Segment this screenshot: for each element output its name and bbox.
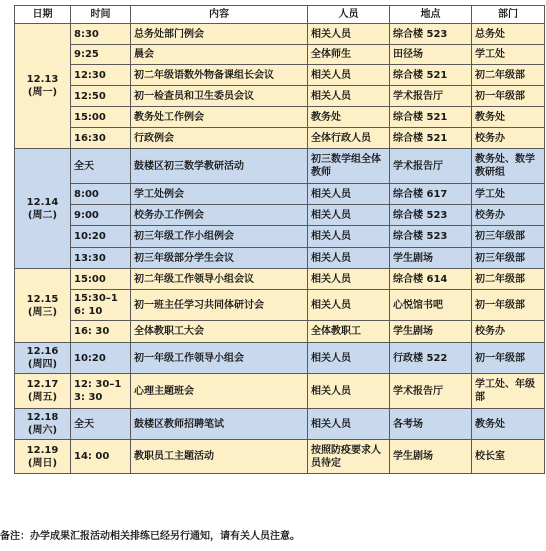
cell-dept: 校务办	[472, 205, 545, 226]
cell-time: 10:20	[71, 226, 131, 248]
cell-time: 9:25	[71, 45, 131, 65]
cell-content: 全体教职工大会	[131, 321, 308, 343]
cell-people: 相关人员	[308, 343, 390, 374]
cell-dept: 学工处、年级部	[472, 374, 545, 409]
date-text: 12.13	[26, 74, 59, 85]
cell-place: 综合楼 521	[390, 107, 472, 128]
table-row	[15, 321, 545, 343]
table-row	[15, 374, 545, 409]
weekday-text: (周一)	[27, 87, 58, 98]
cell-time: 16: 30	[71, 321, 131, 343]
cell-time: 全天	[71, 149, 131, 184]
cell-time: 12: 30–13: 30	[71, 374, 131, 409]
cell-content: 初三年级部分学生会议	[131, 248, 308, 269]
cell-date	[15, 409, 71, 440]
cell-people: 相关人员	[308, 226, 390, 248]
cell-time: 14: 00	[71, 440, 131, 474]
date-text: 12.17	[26, 379, 59, 390]
cell-date	[15, 269, 71, 343]
cell-content: 教职员工主题活动	[131, 440, 308, 474]
table-row	[15, 269, 545, 290]
cell-dept: 学工处	[472, 184, 545, 205]
table-row	[15, 226, 545, 248]
weekday-text: (周五)	[27, 392, 58, 403]
cell-place: 综合楼 523	[390, 24, 472, 45]
cell-people: 相关人员	[308, 248, 390, 269]
cell-people: 全体教职工	[308, 321, 390, 343]
cell-dept: 初三年级部	[472, 248, 545, 269]
cell-time: 12:50	[71, 86, 131, 107]
header-row	[15, 6, 545, 24]
cell-content: 初三年级工作小组例会	[131, 226, 308, 248]
cell-people: 教务处	[308, 107, 390, 128]
cell-place: 学术报告厅	[390, 86, 472, 107]
cell-dept: 初三年级部	[472, 226, 545, 248]
cell-dept: 教务处、数学教研组	[472, 149, 545, 184]
schedule-table	[14, 5, 545, 474]
cell-place: 学生剧场	[390, 440, 472, 474]
date-text: 12.16	[26, 346, 59, 357]
cell-time: 16:30	[71, 128, 131, 149]
header-dept: 部门	[472, 6, 545, 24]
table-row	[15, 128, 545, 149]
cell-place: 学术报告厅	[390, 374, 472, 409]
table-row	[15, 248, 545, 269]
weekday-text: (周三)	[27, 306, 58, 318]
cell-dept: 校务办	[472, 321, 545, 343]
cell-content: 晨会	[131, 45, 308, 65]
weekday-text: (周六)	[27, 425, 58, 436]
cell-people: 相关人员	[308, 24, 390, 45]
cell-time: 全天	[71, 409, 131, 440]
cell-people: 相关人员	[308, 374, 390, 409]
table-row	[15, 45, 545, 65]
table-row	[15, 86, 545, 107]
cell-place: 各考场	[390, 409, 472, 440]
cell-dept: 校长室	[472, 440, 545, 474]
header-content: 内容	[131, 6, 308, 24]
cell-content: 初二年级语数外物备课组长会议	[131, 65, 308, 86]
cell-dept: 教务处	[472, 409, 545, 440]
cell-time: 9:00	[71, 205, 131, 226]
cell-dept: 校务办	[472, 128, 545, 149]
cell-content: 初二年级工作领导小组会议	[131, 269, 308, 290]
cell-place: 学生剧场	[390, 321, 472, 343]
cell-place: 学术报告厅	[390, 149, 472, 184]
cell-dept: 总务处	[472, 24, 545, 45]
cell-place: 心悦馆书吧	[390, 290, 472, 321]
cell-people: 相关人员	[308, 86, 390, 107]
cell-date	[15, 24, 71, 149]
cell-dept: 初二年级部	[472, 65, 545, 86]
cell-time: 8:00	[71, 184, 131, 205]
table-row	[15, 24, 545, 45]
cell-date	[15, 343, 71, 374]
cell-content: 总务处部门例会	[131, 24, 308, 45]
cell-dept: 初一年级部	[472, 86, 545, 107]
cell-people: 初三数学组全体教师	[308, 149, 390, 184]
date-text: 12.14	[26, 196, 59, 208]
cell-people: 相关人员	[308, 290, 390, 321]
cell-dept: 初一年级部	[472, 290, 545, 321]
table-row	[15, 184, 545, 205]
cell-time: 10:20	[71, 343, 131, 374]
table-row	[15, 149, 545, 184]
cell-place: 综合楼 617	[390, 184, 472, 205]
cell-people: 相关人员	[308, 409, 390, 440]
cell-place: 综合楼 521	[390, 65, 472, 86]
cell-people: 全体师生	[308, 45, 390, 65]
cell-people: 按照防疫要求人员待定	[308, 440, 390, 474]
cell-time: 8:30	[71, 24, 131, 45]
table-row	[15, 440, 545, 474]
cell-place: 综合楼 521	[390, 128, 472, 149]
cell-content: 初一检查员和卫生委员会议	[131, 86, 308, 107]
cell-content: 初一班主任学习共同体研讨会	[131, 290, 308, 321]
cell-people: 相关人员	[308, 205, 390, 226]
cell-content: 行政例会	[131, 128, 308, 149]
cell-people: 相关人员	[308, 269, 390, 290]
cell-time: 13:30	[71, 248, 131, 269]
cell-content: 初一年级工作领导小组会	[131, 343, 308, 374]
cell-dept: 教务处	[472, 107, 545, 128]
cell-content: 教务处工作例会	[131, 107, 308, 128]
cell-dept: 初二年级部	[472, 269, 545, 290]
header-people: 人员	[308, 6, 390, 24]
cell-place: 学生剧场	[390, 248, 472, 269]
cell-people: 相关人员	[308, 184, 390, 205]
header-time: 时间	[71, 6, 131, 24]
cell-content: 校务办工作例会	[131, 205, 308, 226]
cell-content: 心理主题班会	[131, 374, 308, 409]
cell-date	[15, 374, 71, 409]
cell-dept: 学工处	[472, 45, 545, 65]
cell-content: 鼓楼区初三数学教研活动	[131, 149, 308, 184]
cell-people: 全体行政人员	[308, 128, 390, 149]
cell-time: 15:00	[71, 269, 131, 290]
weekday-text: (周二)	[27, 209, 58, 221]
cell-time: 15:30–16: 10	[71, 290, 131, 321]
table-row	[15, 107, 545, 128]
cell-content: 鼓楼区教师招聘笔试	[131, 409, 308, 440]
table-row	[15, 343, 545, 374]
date-text: 12.15	[26, 293, 59, 305]
table-row	[15, 290, 545, 321]
cell-place: 综合楼 614	[390, 269, 472, 290]
header-date: 日期	[15, 6, 71, 24]
cell-place: 综合楼 523	[390, 226, 472, 248]
cell-date	[15, 149, 71, 269]
cell-date	[15, 440, 71, 474]
cell-time: 12:30	[71, 65, 131, 86]
weekday-text: (周四)	[27, 359, 58, 370]
cell-place: 综合楼 523	[390, 205, 472, 226]
cell-place: 行政楼 522	[390, 343, 472, 374]
date-text: 12.18	[26, 412, 59, 423]
header-place: 地点	[390, 6, 472, 24]
table-row	[15, 409, 545, 440]
cell-time: 15:00	[71, 107, 131, 128]
table-row	[15, 205, 545, 226]
footnote: 备注：办学成果汇报活动相关排练已经另行通知，请有关人员注意。	[0, 531, 300, 542]
cell-people: 相关人员	[308, 65, 390, 86]
weekday-text: (周日)	[27, 457, 58, 469]
cell-content: 学工处例会	[131, 184, 308, 205]
table-row	[15, 65, 545, 86]
cell-place: 田径场	[390, 45, 472, 65]
cell-dept: 初一年级部	[472, 343, 545, 374]
date-text: 12.19	[26, 444, 59, 456]
